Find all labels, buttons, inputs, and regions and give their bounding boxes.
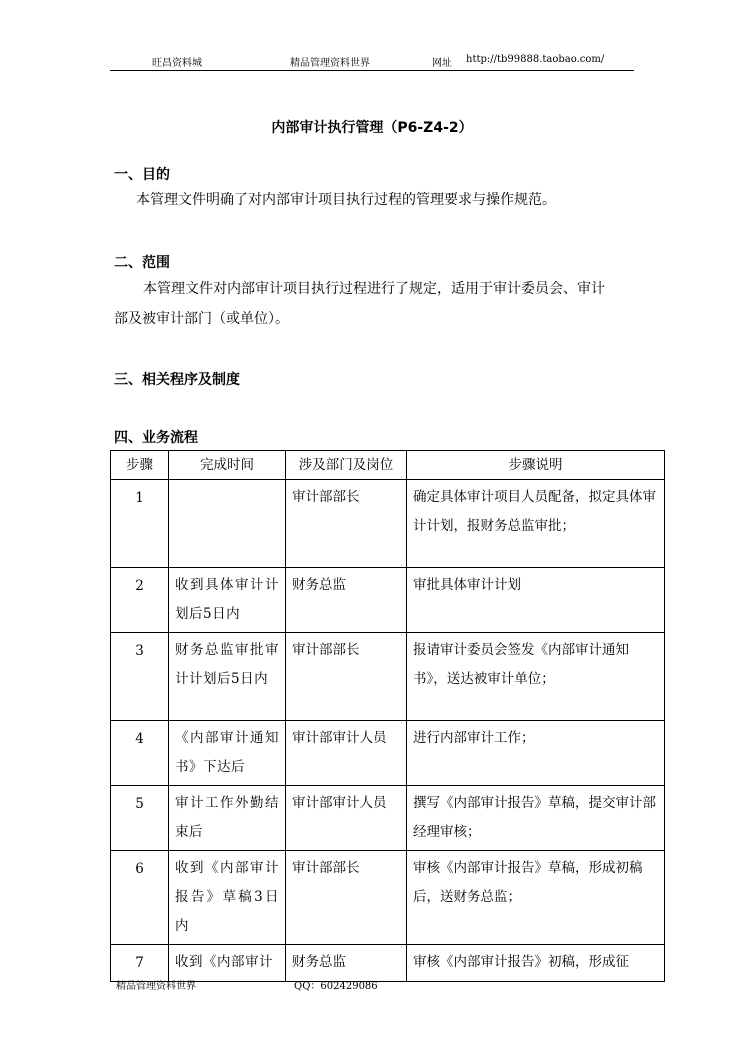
department: 审计部部长 [286, 633, 407, 721]
completion-time: 收到具体审计计划后5日内 [169, 568, 286, 633]
step-number: 6 [111, 851, 169, 945]
table-row [111, 786, 665, 851]
table-row [111, 721, 665, 786]
step-description: 审批具体审计计划 [407, 568, 665, 633]
step-description: 撰写《内部审计报告》草稿，提交审计部经理审核； [407, 786, 665, 851]
step-number: 7 [111, 945, 169, 982]
section-heading-process: 四、业务流程 [114, 430, 198, 446]
completion-time [169, 480, 286, 568]
completion-time: 审计工作外勤结束后 [169, 786, 286, 851]
scope-text-line2: 部及被审计部门（或单位）。 [114, 311, 289, 327]
section-heading-related: 三、相关程序及制度 [114, 372, 240, 388]
section-heading-purpose: 一、目的 [114, 167, 170, 183]
table-row [111, 568, 665, 633]
table-row [111, 851, 665, 945]
step-number: 2 [111, 568, 169, 633]
process-table [110, 450, 665, 982]
header-step: 步骤 [111, 451, 169, 480]
header-dept: 涉及部门及岗位 [286, 451, 407, 480]
step-description: 进行内部审计工作； [407, 721, 665, 786]
completion-time: 财务总监审批审计计划后5日内 [169, 633, 286, 721]
header-url-link[interactable]: http://tb99888.taobao.com/ [466, 54, 605, 65]
purpose-text: 本管理文件明确了对内部审计项目执行过程的管理要求与操作规范。 [136, 192, 556, 208]
scope-text-line1: 本管理文件对内部审计项目执行过程进行了规定，适用于审计委员会、审计 [143, 281, 605, 297]
department: 财务总监 [286, 945, 407, 982]
completion-time: 收到《内部审计 [169, 945, 286, 982]
table-row [111, 945, 665, 982]
step-description: 审核《内部审计报告》初稿，形成征 [407, 945, 665, 982]
footer-qq: QQ：602429086 [294, 981, 378, 992]
section-heading-scope: 二、范围 [114, 255, 170, 271]
department: 审计部审计人员 [286, 721, 407, 786]
step-description: 确定具体审计项目人员配备，拟定具体审计计划，报财务总监审批； [407, 480, 665, 568]
header-site-name: 精品管理资料世界 [290, 58, 370, 69]
department: 财务总监 [286, 568, 407, 633]
step-number: 5 [111, 786, 169, 851]
department: 审计部部长 [286, 851, 407, 945]
table-row [111, 633, 665, 721]
department: 审计部审计人员 [286, 786, 407, 851]
header-desc: 步骤说明 [407, 451, 665, 480]
step-number: 4 [111, 721, 169, 786]
page-header [110, 50, 634, 71]
step-number: 3 [111, 633, 169, 721]
document-title: 内部审计执行管理（P6-Z4-2） [271, 120, 473, 136]
footer-site-name: 精品管理资料世界 [116, 981, 196, 992]
step-number: 1 [111, 480, 169, 568]
completion-time: 收到《内部审计报告》草稿3日内 [169, 851, 286, 945]
completion-time: 《内部审计通知书》下达后 [169, 721, 286, 786]
header-url-label: 网址 [432, 58, 452, 69]
step-description: 报请审计委员会签发《内部审计通知书》，送达被审计单位； [407, 633, 665, 721]
header-shop-name: 旺昌资料城 [152, 58, 202, 69]
department: 审计部部长 [286, 480, 407, 568]
step-description: 审核《内部审计报告》草稿，形成初稿后，送财务总监； [407, 851, 665, 945]
table-row [111, 480, 665, 568]
table-header-row [111, 451, 665, 480]
header-time: 完成时间 [169, 451, 286, 480]
